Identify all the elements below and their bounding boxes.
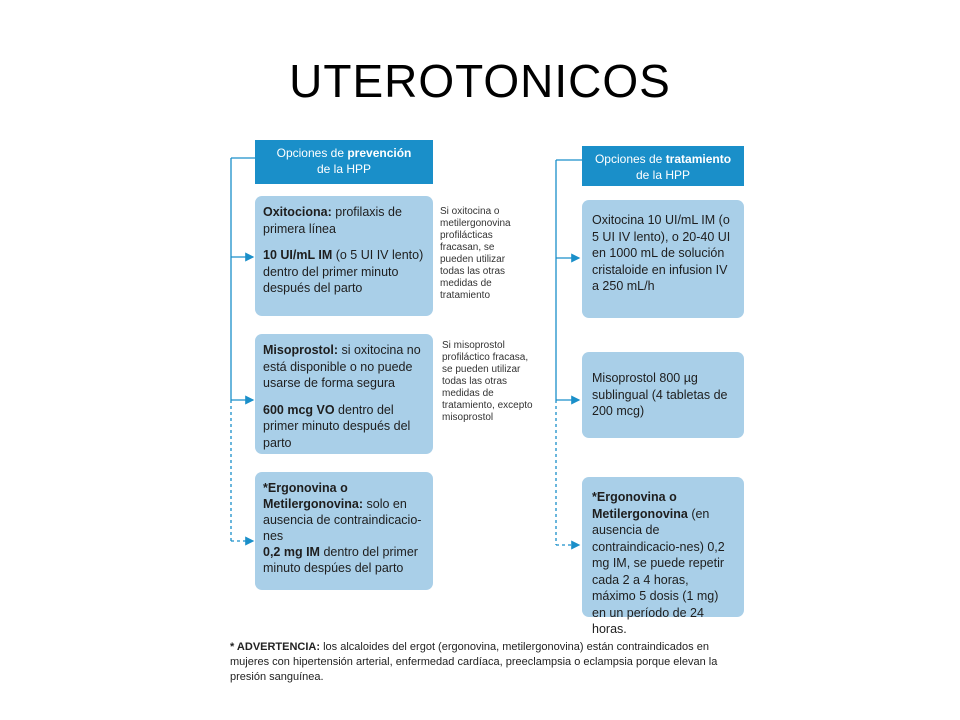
box-dose: 600 mcg VO (263, 402, 335, 417)
prevention-header-prefix: Opciones de (276, 146, 348, 160)
box-text: dentro del primer minuto despúes del parto (263, 545, 418, 575)
box-text: solo en ausencia de contraindicacio-nes (263, 497, 422, 543)
page-title: UTEROTONICOS (289, 55, 671, 107)
warning-note (230, 640, 750, 685)
prevention-header-line2: de la HPP (316, 162, 372, 176)
box-text: profilaxis de primera línea (263, 205, 402, 236)
note-oxitocina-failure: Si oxitocina o metilergonovina profilácticas fracasan, se pueden utilizar todas las otras medidas de tratamiento (440, 206, 511, 301)
box-dose: 10 UI/mL IM (263, 248, 333, 262)
prevention-header-bold: prevención (347, 146, 412, 160)
treatment-header (582, 146, 744, 186)
box-text: si oxitocina no está disponible o no puede usarse de forma segura (263, 343, 421, 390)
box-text: dentro del primer minuto después del parto (263, 402, 411, 450)
treatment-header-bold: tratamiento (665, 152, 732, 166)
warning-text: los alcaloides del ergot (ergonovina, metilergonovina) están contraindicados en mujeres con hipertensión arterial, enfermedad cardíaca, preeclampsia o eclampsia porque elevan la presión sanguínea. (230, 641, 718, 683)
treatment-box-misoprostol (582, 352, 744, 438)
warning-label: * ADVERTENCIA: (230, 641, 321, 653)
box-text: (o 5 UI IV lento) dentro del primer minuto después del parto (263, 248, 424, 295)
box-bold-label: *Ergonovina o Metilergonovina: (263, 481, 364, 511)
box-bold-label: Oxitociona: (263, 205, 332, 219)
prevention-box-misoprostol (255, 334, 433, 454)
box-bold-label: *Ergonovina o Metilergonovina (592, 490, 688, 521)
treatment-header-line2: de la HPP (635, 168, 691, 182)
box-text: Misoprostol 800 µg sublingual (4 tabletas de 200 mcg) (592, 371, 728, 418)
prevention-header (255, 140, 433, 184)
treatment-box-ergonovina (582, 477, 744, 636)
box-dose: 0,2 mg IM (263, 545, 320, 559)
box-text: (en ausencia de contraindicacio-nes) 0,2 mg IM, se puede repetir cada 2 a 4 horas, máximo 5 dosis (1 mg) en un período de 24 horas. (592, 506, 725, 636)
treatment-box-oxitocina (582, 200, 744, 318)
prevention-box-oxitocina (255, 196, 433, 316)
box-text: Oxitocina 10 UI/mL IM (o 5 UI IV lento), o 20-40 UI en 1000 mL de solución cristaloide en infusion IV a 250 mL/h (592, 213, 731, 293)
box-bold-label: Misoprostol: (263, 343, 338, 357)
prevention-box-ergonovina (255, 472, 433, 590)
treatment-header-prefix: Opciones de (594, 152, 666, 166)
note-misoprostol-failure: Si misoprostol profiláctico fracasa, se pueden utilizar todas las otras medidas de tratamiento, excepto misoprostol (442, 340, 533, 423)
